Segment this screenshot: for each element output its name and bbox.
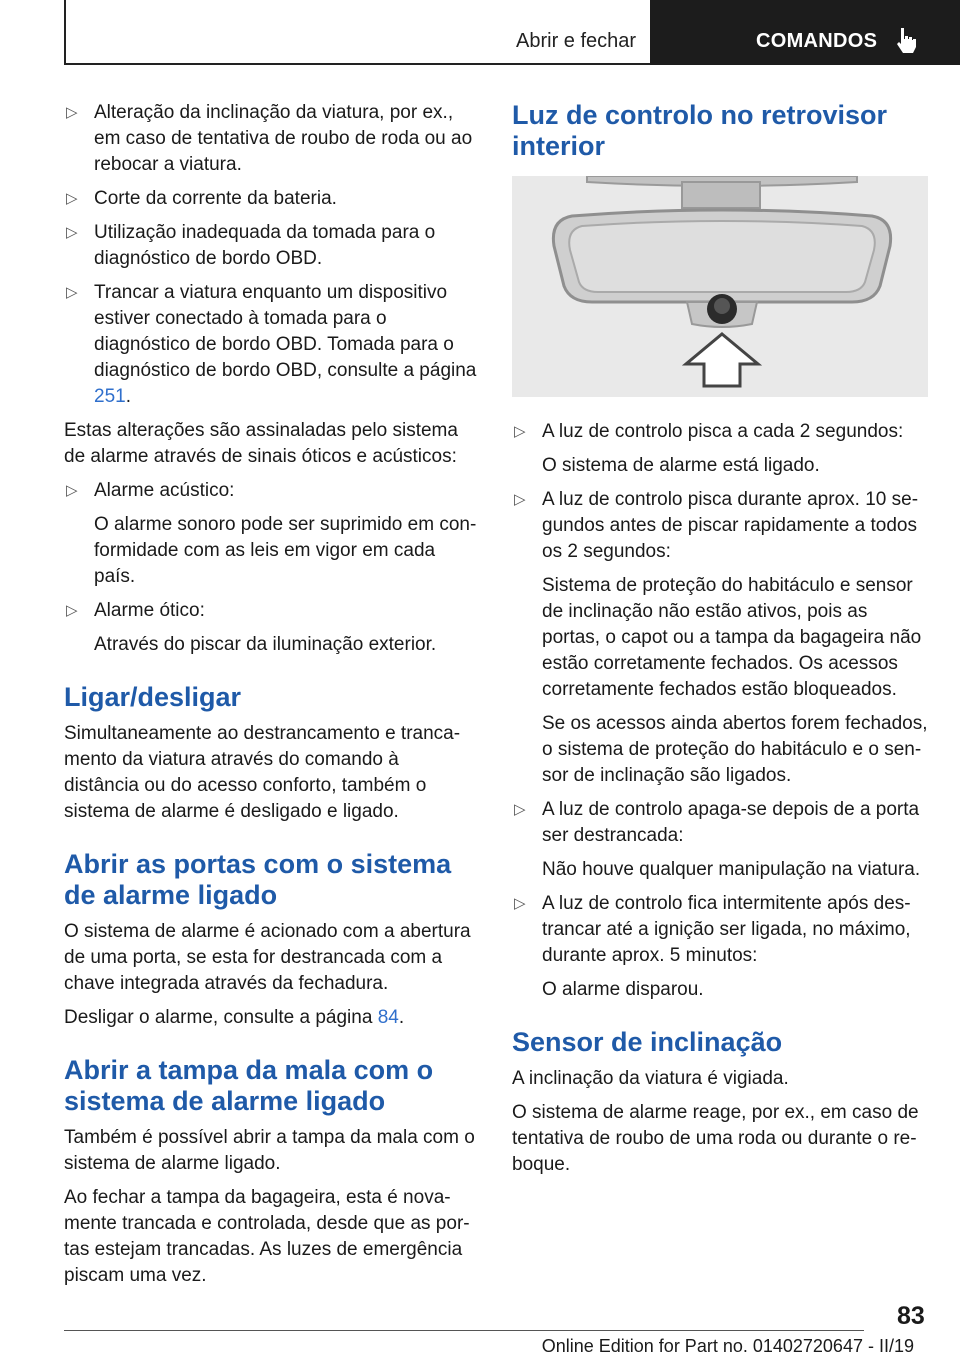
hand-pointer-icon	[894, 26, 918, 54]
heading-luz-controlo: Luz de controlo no retrovisor interior	[512, 100, 888, 161]
list-item: ▷ A luz de controlo pisca durante aprox. 10 segundos antes de piscar rapidamente a todos os 2 segundos: Sistema de proteção do habitáculo e sensor de inclinação não estão ativos, pois as portas, o capot ou a tampa da bagageira não estão corretamente fechados. Os acessos corretamente fechados estão bloqueados. Se os acessos ainda abertos forem fechados, o sistema de proteção do habitáculo e o sensor de inclinação são ligados.	[514, 489, 928, 786]
paragraph: Ao fechar a tampa da bagageira, esta é novamente trancada e controlada, desde que as portas estejam trancadas. As luzes de emergência piscam uma vez.	[64, 1187, 470, 1286]
list-item: ▷ Trancar a viatura enquanto um dispositivo estiver conectado à tomada para o diagnóstico de bordo OBD. Tomada para o diagnóstico de bordo OBD, consulte a página 251.	[66, 282, 477, 407]
paragraph: O sistema de alarme reage, por ex., em caso de tentativa de roubo de uma roda ou durante o reboque.	[512, 1102, 919, 1175]
page-link-251[interactable]: 251	[94, 386, 126, 407]
bullet-triangle-icon: ▷	[66, 602, 78, 619]
page-number: 83	[897, 1302, 925, 1330]
footer-edition: Online Edition for Part no. 01402720647 - II/19	[541, 1336, 914, 1356]
bullet-triangle-icon: ▷	[66, 284, 78, 301]
rearview-mirror-illustration	[512, 176, 928, 397]
bullet-triangle-icon: ▷	[514, 801, 526, 818]
page-link-84[interactable]: 84	[377, 1007, 399, 1028]
paragraph: Também é possível abrir a tampa da mala com o sistema de alarme ligado.	[64, 1127, 475, 1174]
left-column	[64, 100, 478, 1297]
heading-abrir-mala: Abrir a tampa da mala com o sistema de alarme ligado	[64, 1055, 434, 1116]
list-item: ▷ Alteração da inclinação da viatura, por ex., em caso de tentativa de roubo de roda ou ao rebocar a viatura.	[66, 102, 473, 175]
paragraph: Simultaneamente ao destrancamento e trancamento da viatura através do comando à distância ou do acesso conforto, também o sistema de alarme é desligado e ligado.	[64, 723, 461, 822]
control-light-list	[512, 419, 928, 1003]
chapter-tab[interactable]	[650, 0, 960, 65]
list-item: ▷ Corte da corrente da bateria.	[64, 186, 478, 212]
chapter-tab-label: COMANDOS	[756, 30, 878, 52]
signals-paragraph: Estas alterações são assinaladas pelo sistema de alarme através de sinais óticos e acústicos:	[64, 420, 458, 467]
paragraph: A inclinação da viatura é vigiada.	[512, 1068, 789, 1089]
header-rule-horizontal	[64, 63, 650, 65]
bullet-triangle-icon: ▷	[66, 482, 78, 499]
list-item: ▷ A luz de controlo pisca a cada 2 segundos: O sistema de alarme está ligado.	[514, 421, 904, 476]
bullet-triangle-icon: ▷	[66, 224, 78, 241]
paragraph: Desligar o alarme, consulte a página 84.	[64, 1007, 405, 1028]
bullet-triangle-icon: ▷	[514, 423, 526, 440]
bullet-triangle-icon: ▷	[66, 104, 78, 121]
heading-sensor-inclinacao: Sensor de inclinação	[512, 1027, 783, 1057]
alarm-type-list	[64, 478, 478, 658]
list-item: ▷ Alarme ótico: Através do piscar da iluminação exterior.	[66, 600, 437, 655]
right-column	[512, 100, 928, 1186]
list-item: ▷ Utilização inadequada da tomada para o diagnóstico de bordo OBD.	[66, 222, 436, 269]
list-item: ▷ A luz de controlo apaga-se depois de a porta ser destrancada: Não houve qualquer manipulação na viatura.	[514, 799, 921, 880]
bullet-triangle-icon: ▷	[514, 895, 526, 912]
section-title: Abrir e fechar	[516, 30, 637, 52]
header-rule-vertical	[64, 0, 66, 64]
heading-abrir-portas: Abrir as portas com o sistema de alarme ligado	[64, 849, 452, 910]
bullet-triangle-icon: ▷	[66, 190, 78, 207]
bullet-triangle-icon: ▷	[514, 491, 526, 508]
list-item: ▷ Alarme acústico: O alarme sonoro pode ser suprimido em conformidade com as leis em vigor em cada país.	[66, 480, 477, 587]
alarm-trigger-list	[64, 100, 478, 410]
list-item: ▷ A luz de controlo fica intermitente após destrancar até a ignição ser ligada, no máximo, durante aprox. 5 minutos: O alarme disparou.	[514, 893, 911, 1000]
paragraph: O sistema de alarme é acionado com a abertura de uma porta, se esta for destrancada com a chave integrada através da fechadura.	[64, 921, 471, 994]
heading-ligar-desligar: Ligar/desligar	[64, 682, 242, 712]
footer-rule	[64, 1330, 864, 1331]
